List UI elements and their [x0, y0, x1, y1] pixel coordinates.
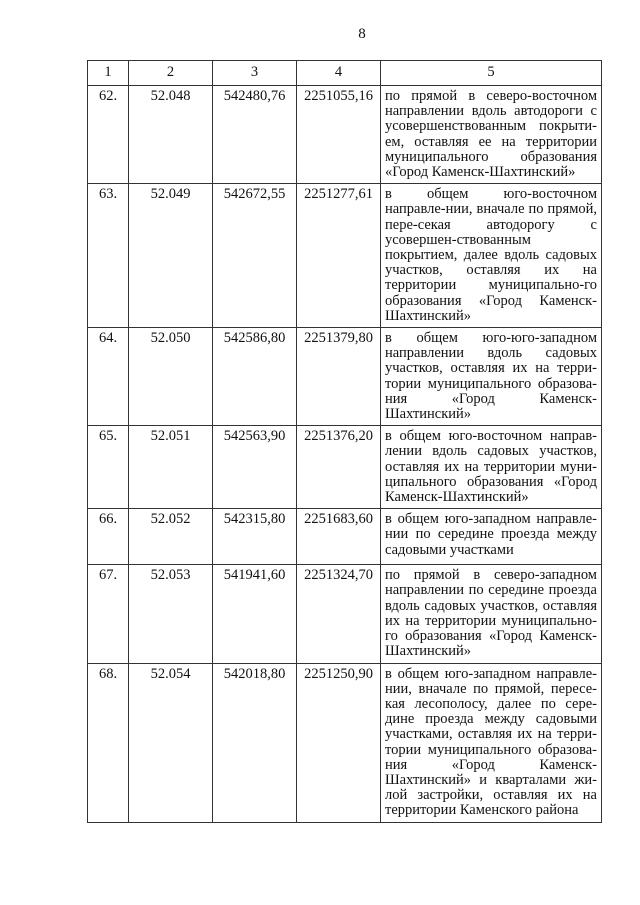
route-description: в общем юго-юго-западном направлении вдоль садовых участков, оставляя их на терри-тории муниципального образова-ния «Город Каменск-Шахтинский» — [381, 328, 602, 426]
coord-x: 541941,60 — [213, 565, 297, 663]
point-id: 52.054 — [129, 663, 213, 822]
table-row — [88, 663, 602, 822]
route-description: в общем юго-западном направле-нии, вначале по прямой, пересе-кая лесополосу, далее по сере-дине проезда между садовыми участками, оставляя их на терри-тории муниципального образова-ния «Город Каменск-Шахтинский» и кварталами жи-лой застройки, оставляя их на территории Каменского района — [381, 663, 602, 822]
route-description: в общем юго-восточном направ-лении вдоль садовых участков, оставляя их на территории муни-ципального образования «Город Каменск-Шахтинский» — [381, 426, 602, 509]
row-number: 63. — [88, 184, 129, 328]
coord-x: 542563,90 — [213, 426, 297, 509]
row-number: 64. — [88, 328, 129, 426]
row-number: 65. — [88, 426, 129, 509]
table-row — [88, 86, 602, 184]
boundary-points-table — [87, 60, 602, 823]
coord-y: 2251376,20 — [297, 426, 381, 509]
point-id: 52.050 — [129, 328, 213, 426]
coord-y: 2251683,60 — [297, 509, 381, 565]
coord-y: 2251324,70 — [297, 565, 381, 663]
point-id: 52.049 — [129, 184, 213, 328]
coord-x: 542672,55 — [213, 184, 297, 328]
header-cell-5: 5 — [381, 61, 602, 86]
route-description: по прямой в северо-восточном направлении вдоль автодороги с усовершенствованным покрыти-ем, оставляя ее на территории муниципального образования «Город Каменск-Шахтинский» — [381, 86, 602, 184]
point-id: 52.052 — [129, 509, 213, 565]
coord-x: 542315,80 — [213, 509, 297, 565]
header-cell-2: 2 — [129, 61, 213, 86]
coord-y: 2251379,80 — [297, 328, 381, 426]
header-cell-1: 1 — [88, 61, 129, 86]
page-number: 8 — [358, 26, 366, 42]
row-number: 68. — [88, 663, 129, 822]
coord-x: 542586,80 — [213, 328, 297, 426]
table-header-row — [88, 61, 602, 86]
route-description: в общем юго-западном направле-нии по середине проезда между садовыми участками — [381, 509, 602, 565]
header-cell-4: 4 — [297, 61, 381, 86]
table-row — [88, 565, 602, 663]
point-id: 52.053 — [129, 565, 213, 663]
coord-y: 2251055,16 — [297, 86, 381, 184]
point-id: 52.051 — [129, 426, 213, 509]
route-description: в общем юго-восточном направле-нии, вначале по прямой, пере-секая автодорогу с усовершен-ствованным покрытием, далее вдоль садовых участков, оставляя их на территории муниципально-го образования «Город Каменск-Шахтинский» — [381, 184, 602, 328]
coord-x: 542018,80 — [213, 663, 297, 822]
row-number: 66. — [88, 509, 129, 565]
table-row — [88, 509, 602, 565]
row-number: 62. — [88, 86, 129, 184]
table-row — [88, 426, 602, 509]
coord-x: 542480,76 — [213, 86, 297, 184]
row-number: 67. — [88, 565, 129, 663]
table-row — [88, 184, 602, 328]
coord-y: 2251277,61 — [297, 184, 381, 328]
header-cell-3: 3 — [213, 61, 297, 86]
coord-y: 2251250,90 — [297, 663, 381, 822]
point-id: 52.048 — [129, 86, 213, 184]
route-description: по прямой в северо-западном направлении по середине проезда вдоль садовых участков, оставляя их на территории муниципально-го образования «Город Каменск-Шахтинский» — [381, 565, 602, 663]
table-row — [88, 328, 602, 426]
